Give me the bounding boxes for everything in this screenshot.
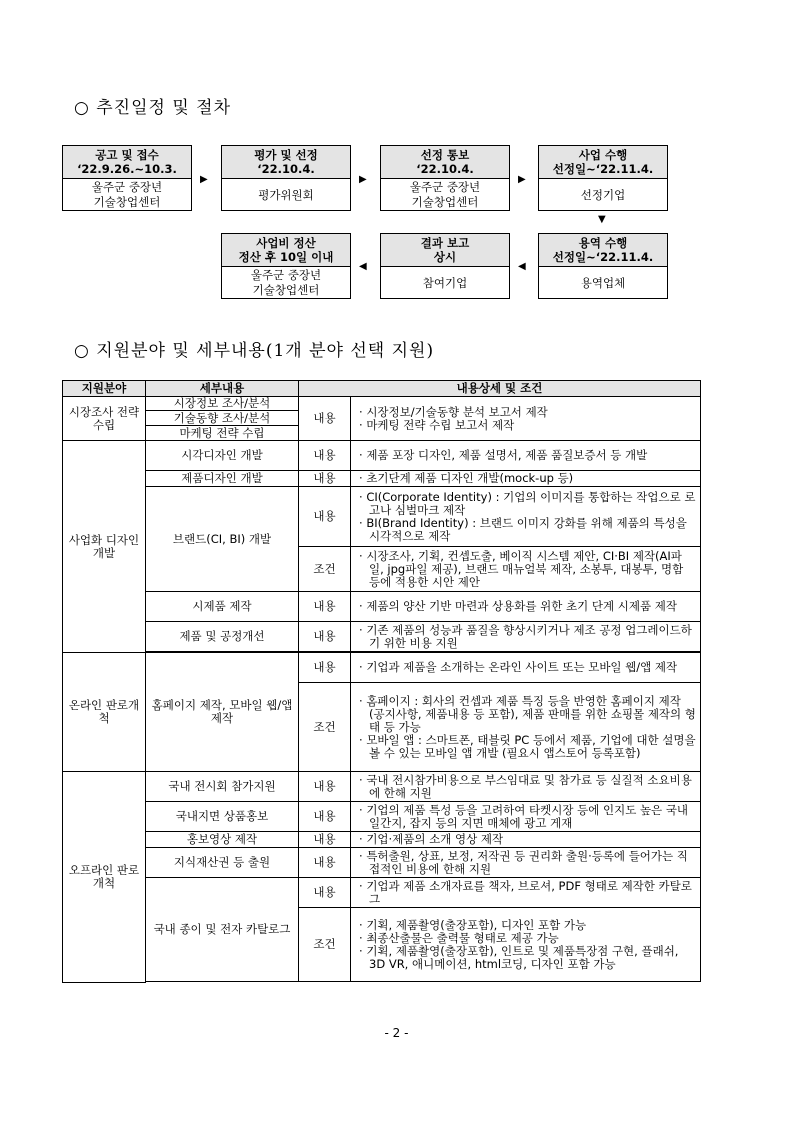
bullet-icon: · [359, 417, 363, 432]
item-cell: 국내지면 상품홍보 [146, 802, 299, 832]
arrow-right-icon: ▶ [200, 174, 208, 185]
flow-date: 선정일~‘22.11.4. [552, 162, 654, 176]
detail-text: 초기단계 제품 디자인 개발(mock-up 등) [366, 471, 574, 485]
flow-box-evaluation [221, 145, 351, 211]
detail-cell [351, 848, 701, 878]
arrow-left-icon: ◀ [359, 261, 367, 272]
field-design: 사업화 디자인개발 [63, 441, 146, 653]
flow-body: 기술창업센터 [93, 195, 161, 209]
item-cell: 국내 종이 및 전자 카탈로그 [146, 878, 299, 982]
type-cell: 내용 [299, 802, 351, 832]
detail-line [357, 833, 696, 846]
type-cell: 조건 [299, 908, 351, 982]
flow-body: 울주군 중장년 [250, 268, 322, 282]
item-cell: 제품 및 공정개선 [146, 622, 299, 652]
type-cell: 내용 [299, 622, 351, 652]
header-detail: 내용상세 및 조건 [299, 381, 701, 397]
detail-line [357, 774, 696, 800]
detail-cell [351, 397, 701, 441]
field-offline: 오프라인 판로개척 [63, 772, 146, 983]
detail-line [357, 945, 696, 971]
detail-line [357, 804, 696, 830]
detail-line [357, 550, 696, 589]
bullet-icon: · [359, 471, 363, 485]
table-header-row [63, 381, 701, 397]
detail-text: 특허출원, 상표, 보정, 저작권 등 권리화 출원·등록에 들어가는 직접적인 비용에 한해 지원 [366, 848, 688, 876]
flow-body: 참여기업 [422, 275, 468, 290]
bullet-icon: · [359, 515, 363, 530]
detail-line [357, 661, 696, 674]
detail-line [357, 600, 696, 613]
table-row [63, 592, 701, 622]
flow-date: ‘22.9.26.~10.3. [77, 162, 177, 176]
bullet-icon: · [359, 772, 363, 787]
table-row [63, 802, 701, 832]
table-row [63, 397, 701, 411]
detail-cell [351, 487, 701, 547]
table-row [63, 653, 701, 683]
field-online: 온라인 판로개척 [63, 653, 146, 772]
detail-cell [351, 592, 701, 622]
item-cell: 국내 전시회 참가지원 [146, 772, 299, 802]
type-cell: 내용 [299, 878, 351, 908]
detail-cell [351, 832, 701, 848]
bullet-icon: · [359, 548, 363, 563]
support-heading: ○ 지원분야 및 세부내용(1개 분야 선택 지원) [74, 341, 435, 361]
flow-date: 선정일~‘22.11.4. [552, 250, 654, 264]
detail-text: 제품의 양산 기반 마련과 상용화를 위한 초기 단계 시제품 제작 [366, 599, 677, 613]
flow-date: 상시 [433, 250, 457, 264]
type-cell: 내용 [299, 592, 351, 622]
detail-text: 시장조사, 기획, 컨셉도출, 베이직 시스템 제안, CI·BI 제작(AI파일, jpg파일 제공), 브랜드 매뉴얼북 제작, 소봉투, 대봉투, 명함 등에 적용한 시안 제안 [366, 548, 684, 589]
type-cell: 내용 [299, 471, 351, 487]
detail-line [357, 850, 696, 876]
flow-body: 기술창업센터 [411, 195, 479, 209]
flow-title: 평가 및 선정 [254, 148, 318, 162]
table-row [63, 848, 701, 878]
item-cell: 브랜드(CI, BI) 개발 [146, 487, 299, 592]
flow-title: 선정 통보 [420, 148, 470, 162]
arrow-left-icon: ◀ [518, 261, 526, 272]
flow-box-announcement [62, 145, 192, 211]
flow-body: 기술창업센터 [252, 283, 320, 297]
bullet-icon: · [359, 848, 363, 863]
detail-line [357, 695, 696, 734]
bullet-icon: · [359, 404, 363, 419]
type-cell: 내용 [299, 397, 351, 441]
detail-text: BI(Brand Identity) : 브랜드 이미지 강화를 위해 제품의 특성을 시각적으로 제작 [366, 515, 687, 543]
flow-box-execution [538, 145, 668, 211]
detail-line [357, 472, 696, 485]
bullet-icon: · [359, 943, 363, 958]
flow-date: 정산 후 10일 이내 [238, 250, 334, 264]
item-cell: 기술동향 조사/분석 [146, 411, 299, 426]
detail-text: 제품 포장 디자인, 제품 설명서, 제품 품질보증서 등 개발 [366, 448, 648, 462]
detail-line [357, 491, 696, 517]
bullet-icon: · [359, 489, 363, 504]
detail-cell [351, 878, 701, 908]
bullet-icon: · [359, 802, 363, 817]
bullet-icon: · [359, 832, 363, 846]
detail-line [357, 449, 696, 462]
detail-cell [351, 683, 701, 772]
table-row [63, 471, 701, 487]
bullet-icon: · [359, 599, 363, 613]
detail-cell [351, 622, 701, 652]
type-cell: 내용 [299, 487, 351, 547]
detail-text: 기업과 제품을 소개하는 온라인 사이트 또는 모바일 웹/앱 제작 [366, 660, 678, 674]
header-field: 지원분야 [63, 381, 146, 397]
page-number: - 2 - [384, 1026, 409, 1040]
arrow-right-icon: ▶ [518, 174, 526, 185]
detail-cell [351, 547, 701, 592]
item-cell: 홍보영상 제작 [146, 832, 299, 848]
bullet-icon: · [359, 660, 363, 674]
detail-cell [351, 653, 701, 683]
table-row [63, 441, 701, 471]
detail-cell [351, 908, 701, 982]
detail-line [357, 734, 696, 760]
flow-title: 사업 수행 [578, 148, 628, 162]
detail-text: 기존 제품의 성능과 품질을 향상시키거나 제조 공정 업그레이드하기 위한 비용 지원 [366, 622, 692, 650]
table-row [63, 487, 701, 547]
item-cell: 시각디자인 개발 [146, 441, 299, 471]
item-cell: 제품디자인 개발 [146, 471, 299, 487]
type-cell: 조건 [299, 547, 351, 592]
flow-box-settlement [221, 233, 351, 299]
flow-title: 용역 수행 [578, 236, 628, 250]
detail-text: 기업과 제품 소개자료를 책자, 브로셔, PDF 형태로 제작한 카탈로그 [366, 878, 692, 906]
schedule-heading: ○ 추진일정 및 절차 [74, 98, 231, 118]
type-cell: 내용 [299, 772, 351, 802]
header-item: 세부내용 [146, 381, 299, 397]
item-cell: 지식재산권 등 출원 [146, 848, 299, 878]
flow-box-report [380, 233, 510, 299]
flow-date: ‘22.10.4. [257, 162, 315, 176]
flow-box-notification [380, 145, 510, 211]
detail-cell [351, 441, 701, 471]
type-cell: 내용 [299, 848, 351, 878]
type-cell: 조건 [299, 683, 351, 772]
flow-body: 울주군 중장년 [91, 180, 163, 194]
arrow-down-icon: ▼ [598, 214, 606, 225]
detail-text: 마케팅 전략 수립 보고서 제작 [366, 417, 515, 432]
item-cell: 시장정보 조사/분석 [146, 397, 299, 411]
flow-body: 울주군 중장년 [409, 180, 481, 194]
table-row [63, 622, 701, 652]
arrow-right-icon: ▶ [359, 174, 367, 185]
type-cell: 내용 [299, 653, 351, 683]
bullet-icon: · [359, 622, 363, 637]
detail-text: CI(Corporate Identity) : 기업의 이미지를 통합하는 작업으로 로고나 심벌마크 제작 [366, 489, 696, 517]
detail-text: 모바일 앱 : 스마트폰, 태블릿 PC 등에서 제품, 기업에 대한 설명을 볼 수 있는 모바일 앱 개발 (필요시 앱스토어 등록포함) [366, 732, 696, 760]
flow-title: 사업비 정산 [256, 236, 316, 250]
bullet-icon: · [359, 693, 363, 708]
detail-cell [351, 471, 701, 487]
support-table [62, 380, 701, 983]
item-cell: 시제품 제작 [146, 592, 299, 622]
detail-text: 기획, 제품촬영(출장포함), 디자인 포함 가능 [366, 917, 587, 932]
detail-cell [351, 802, 701, 832]
detail-text: 최종산출물은 출력물 형태로 제공 가능 [366, 930, 559, 945]
flow-body: 선정기업 [580, 187, 626, 202]
detail-text: 기업·제품의 소개 영상 제작 [366, 832, 504, 846]
detail-text: 기획, 제품촬영(출장포함), 인트로 및 제품특장점 구현, 플래쉬, 3D VR, 애니메이션, html코딩, 디자인 포함 가능 [366, 943, 679, 971]
flow-box-service [538, 233, 668, 299]
detail-line [357, 419, 696, 432]
type-cell: 내용 [299, 441, 351, 471]
detail-text: 국내 전시참가비용으로 부스임대료 및 참가료 등 실질적 소요비용에 한해 지원 [366, 772, 692, 800]
detail-line [357, 880, 696, 906]
item-cell: 마케팅 전략 수립 [146, 426, 299, 441]
flow-body: 용역업체 [580, 275, 626, 290]
flow-body: 평가위원회 [258, 187, 314, 202]
table-row [63, 878, 701, 908]
detail-text: 시장정보/기술동향 분석 보고서 제작 [366, 404, 548, 419]
field-market: 시장조사 전략수립 [63, 397, 146, 441]
flow-date: ‘22.10.4. [416, 162, 474, 176]
bullet-icon: · [359, 930, 363, 945]
bullet-icon: · [359, 448, 363, 462]
type-cell: 내용 [299, 832, 351, 848]
bullet-icon: · [359, 732, 363, 747]
flow-title: 공고 및 접수 [95, 148, 159, 162]
flow-title: 결과 보고 [420, 236, 470, 250]
bullet-icon: · [359, 917, 363, 932]
bullet-icon: · [359, 878, 363, 893]
detail-cell [351, 772, 701, 802]
table-row [63, 772, 701, 802]
table-row [63, 832, 701, 848]
detail-line [357, 624, 696, 650]
detail-line [357, 517, 696, 543]
detail-text: 기업의 제품 특성 등을 고려하여 타켓시장 등에 인지도 높은 국내 일간지, 잡지 등의 지면 매체에 광고 게재 [366, 802, 689, 830]
item-cell: 홈페이지 제작, 모바일 웹/앱 제작 [146, 653, 299, 772]
detail-text: 홈페이지 : 회사의 컨셉과 제품 특징 등을 반영한 홈페이지 제작(공지사항, 제품내용 등 포함), 제품 판매를 위한 쇼핑몰 제작의 형태 등 가능 [366, 693, 696, 734]
